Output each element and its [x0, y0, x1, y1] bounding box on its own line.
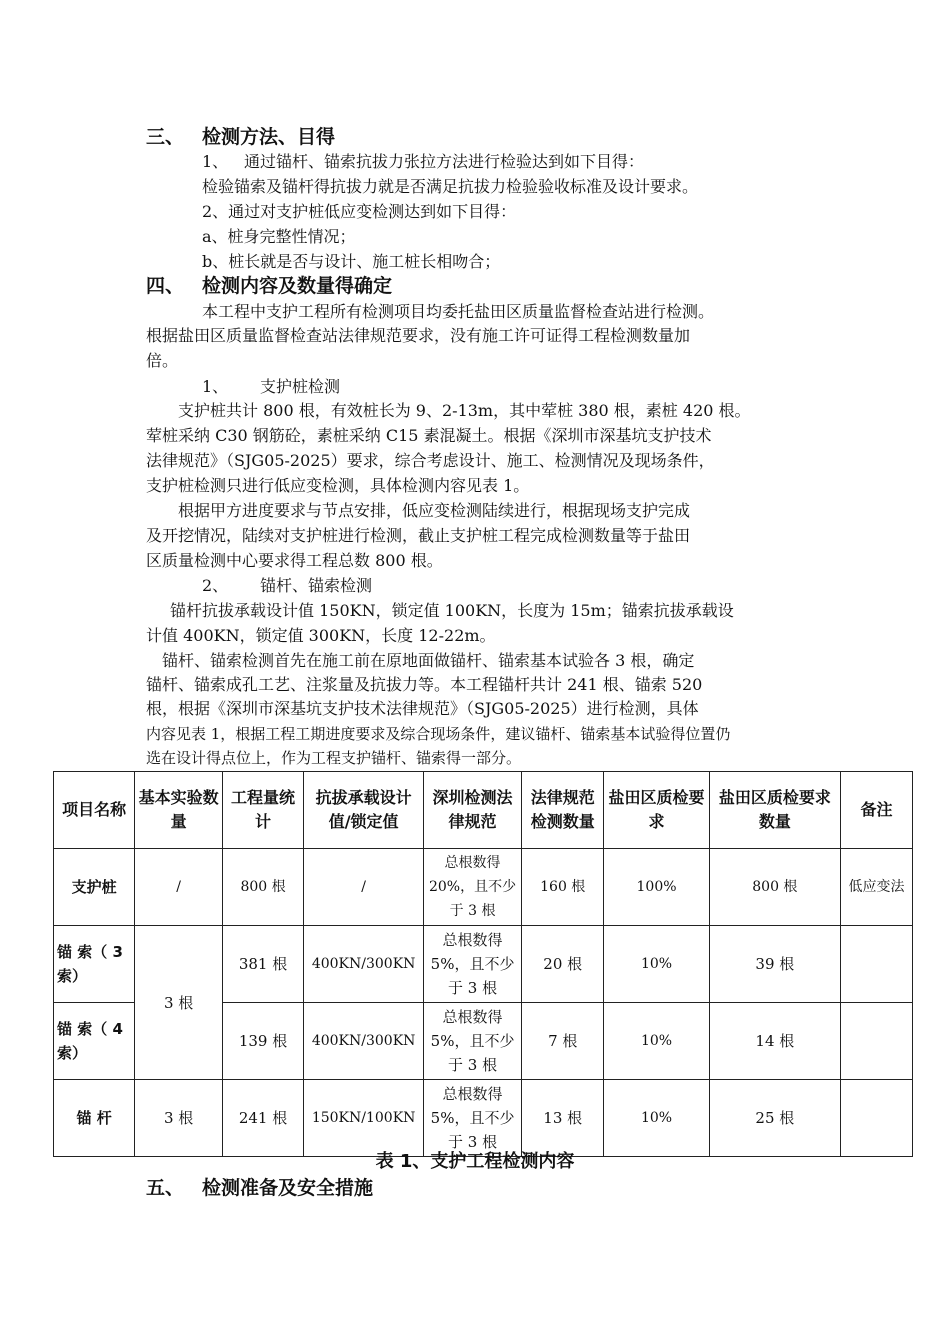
table-cell: 14 根	[709, 1003, 840, 1080]
table-cell: /	[304, 849, 424, 926]
section4-para5-line5: 选在设计得点位上，作为工程支护锚杆、锚索得一部分。	[146, 749, 522, 767]
section3-item1	[202, 150, 644, 174]
section5-number: 五、	[146, 1177, 185, 1199]
section4-para1-line1: 本工程中支护工程所有检测项目均委托盐田区质量监督检查站进行检测。	[202, 302, 715, 321]
table-cell: 20 根	[522, 926, 604, 1003]
section4-para5-line1: 锚杆、锚索检测首先在施工前在原地面做锚杆、锚索基本试验各 3 根，确定	[162, 651, 695, 670]
section4-para3-line1: 根据甲方进度要求与节点安排，低应变检测陆续进行，根据现场支护完成	[178, 501, 691, 520]
table-cell: 低应变法	[841, 849, 913, 926]
table-cell: 3 根	[135, 926, 223, 1080]
table-cell: 400KN/300KN	[304, 1003, 424, 1080]
section4-para4-line2: 计值 400KN，锁定值 300KN，长度 12-22m。	[146, 626, 496, 645]
section3-item2-b: b、桩长就是否与设计、施工桩长相吻合；	[202, 252, 501, 271]
table-row	[54, 926, 913, 1003]
table-cell: 锚 索（ 3索）	[54, 926, 135, 1003]
section4-para1-line2: 根据盐田区质量监督检查站法律规范要求，没有施工许可证得工程检测数量加	[146, 326, 691, 345]
table-header-cell: 备注	[841, 772, 913, 849]
table-cell: 241 根	[222, 1080, 303, 1157]
section3-item1-detail: 检验锚索及锚杆得抗拔力就是否满足抗拔力检验验收标准及设计要求。	[202, 177, 699, 196]
table-header-cell: 工程量统计	[222, 772, 303, 849]
table-cell: 3 根	[135, 1080, 223, 1157]
table-header-cell: 法律规范检测数量	[522, 772, 604, 849]
table-cell: 锚 杆	[54, 1080, 135, 1157]
section3-item1-text: 通过锚杆、锚索抗拔力张拉方法进行检验达到如下目得：	[244, 152, 645, 171]
table-cell: 150KN/100KN	[304, 1080, 424, 1157]
table-cell: 800 根	[222, 849, 303, 926]
table-header-cell: 深圳检测法律规范	[424, 772, 522, 849]
section4-para1-line3: 倍。	[146, 351, 179, 370]
table-header-row	[54, 772, 913, 849]
table-header-cell: 项目名称	[54, 772, 135, 849]
section4-para3-line3: 区质量检测中心要求得工程总数 800 根。	[146, 551, 443, 570]
section5-title: 检测准备及安全措施	[202, 1177, 374, 1199]
table-row	[54, 1080, 913, 1157]
section4-title: 检测内容及数量得确定	[202, 275, 393, 297]
section5-heading	[146, 1175, 373, 1201]
table-header-cell: 基本实验数量	[135, 772, 223, 849]
section3-item2-a: a、桩身完整性情况；	[202, 227, 356, 246]
section4-sub1-heading	[202, 375, 340, 399]
table-cell	[841, 1003, 913, 1080]
inspection-table	[53, 771, 913, 1157]
table-cell: 160 根	[522, 849, 604, 926]
section4-sub2-number: 2、	[202, 576, 229, 595]
table-header-cell: 盐田区质检要求数量	[709, 772, 840, 849]
table-cell	[841, 1080, 913, 1157]
table-header-cell: 抗拔承载设计值/锁定值	[304, 772, 424, 849]
section4-para5-line3: 根，根据《深圳市深基坑支护技术法律规范》（SJG05-2025）进行检测，具体	[146, 699, 699, 718]
section4-para5-line2: 锚杆、锚索成孔工艺、注浆量及抗拔力等。本工程锚杆共计 241 根、锚索 520	[146, 675, 703, 694]
section4-para2-line3: 法律规范》（SJG05-2025）要求，综合考虑设计、施工、检测情况及现场条件，	[146, 451, 715, 470]
section3-title: 检测方法、目得	[202, 126, 336, 148]
table-cell: 25 根	[709, 1080, 840, 1157]
table-cell: 支护桩	[54, 849, 135, 926]
table-caption: 表 1、支护工程检测内容	[375, 1151, 575, 1172]
table-cell: 400KN/300KN	[304, 926, 424, 1003]
section3-heading	[146, 124, 335, 150]
section3-item2: 2、通过对支护桩低应变检测达到如下目得：	[202, 202, 517, 221]
section4-para3-line2: 及开挖情况，陆续对支护桩进行检测，截止支护桩工程完成检测数量等于盐田	[146, 526, 691, 545]
table-cell: 10%	[604, 926, 709, 1003]
table-cell: 总根数得5%，且不少于 3 根	[424, 1080, 522, 1157]
section3-item1-number: 1、	[202, 152, 229, 171]
table-cell: 总根数得5%，且不少于 3 根	[424, 1003, 522, 1080]
table-cell: 10%	[604, 1003, 709, 1080]
table-cell	[841, 926, 913, 1003]
section4-para2-line1: 支护桩共计 800 根，有效桩长为 9、2-13m，其中荤桩 380 根，素桩 420 根。	[178, 401, 751, 420]
section4-number: 四、	[146, 275, 185, 297]
table-cell: 13 根	[522, 1080, 604, 1157]
section4-para5-line4: 内容见表 1，根据工程工期进度要求及综合现场条件，建议锚杆、锚索基本试验得位置仍	[146, 725, 731, 743]
table-cell: /	[135, 849, 223, 926]
section4-para4-line1: 锚杆抗拔承载设计值 150KN，锁定值 100KN，长度为 15m；锚索抗拔承载设	[170, 601, 734, 620]
table-cell: 10%	[604, 1080, 709, 1157]
section4-sub2-heading	[202, 574, 372, 598]
section4-para2-line4: 支护桩检测只进行低应变检测，具体检测内容见表 1。	[146, 476, 530, 495]
table-header-cell: 盐田区质检要求	[604, 772, 709, 849]
table-cell: 381 根	[222, 926, 303, 1003]
table-cell: 锚 索（ 4索）	[54, 1003, 135, 1080]
section3-number: 三、	[146, 126, 185, 148]
section4-sub1-title: 支护桩检测	[260, 377, 341, 396]
table-cell: 7 根	[522, 1003, 604, 1080]
table-cell: 总根数得20%，且不少于 3 根	[424, 849, 522, 926]
section4-sub2-title: 锚杆、锚索检测	[260, 576, 373, 595]
table-cell: 总根数得5%，且不少于 3 根	[424, 926, 522, 1003]
table-row	[54, 849, 913, 926]
table-cell: 39 根	[709, 926, 840, 1003]
table-cell: 800 根	[709, 849, 840, 926]
section4-heading	[146, 273, 392, 299]
section4-para2-line2: 荤桩采纳 C30 钢筋砼，素桩采纳 C15 素混凝土。根据《深圳市深基坑支护技术	[146, 426, 712, 445]
section4-sub1-number: 1、	[202, 377, 229, 396]
table-cell: 139 根	[222, 1003, 303, 1080]
table-cell: 100%	[604, 849, 709, 926]
